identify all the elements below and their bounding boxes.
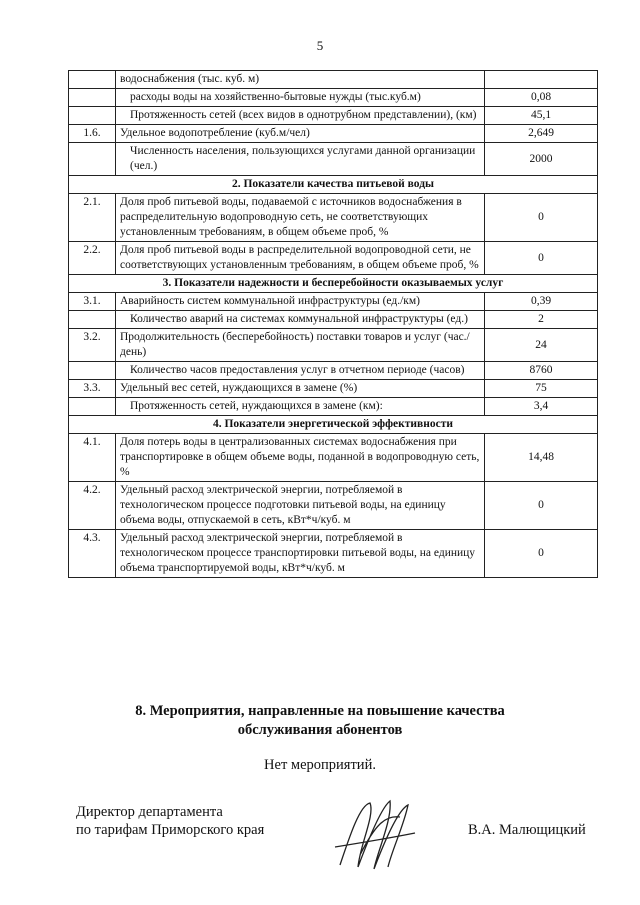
indicator-value: 3,4 [485, 398, 598, 416]
indicator-value: 2 [485, 311, 598, 329]
handwritten-signature [330, 795, 420, 875]
indicator-name: Количество аварий на системах коммунальной инфраструктуры (ед.) [116, 311, 485, 329]
row-number: 3.3. [69, 380, 116, 398]
table-row [69, 107, 598, 125]
signatory-position-line1: Директор департамента [76, 804, 223, 820]
indicator-value: 0 [485, 530, 598, 578]
table-row [69, 89, 598, 107]
section-8-title-line2: обслуживания абонентов [237, 722, 403, 738]
section-header-row [69, 275, 598, 293]
signatory-position-line2: по тарифам Приморского края [76, 822, 265, 838]
indicator-name: Продолжительность (бесперебойность) поставки товаров и услуг (час./день) [116, 329, 485, 362]
indicator-name: расходы воды на хозяйственно-бытовые нужды (тыс.куб.м) [116, 89, 485, 107]
table-row [69, 125, 598, 143]
table-row [69, 293, 598, 311]
table-row [69, 329, 598, 362]
indicator-value: 45,1 [485, 107, 598, 125]
indicator-value: 0 [485, 482, 598, 530]
indicator-value: 0 [485, 242, 598, 275]
row-number: 1.6. [69, 125, 116, 143]
table-row [69, 482, 598, 530]
indicator-value: 75 [485, 380, 598, 398]
table-row [69, 242, 598, 275]
row-number: 4.3. [69, 530, 116, 578]
table-row [69, 311, 598, 329]
row-number: 2.2. [69, 242, 116, 275]
section-8-title [0, 702, 640, 740]
indicator-name: Удельный расход электрической энергии, потребляемой в технологическом процессе подготовки питьевой воды, на единицу объема воды, отпускаемой в сеть, кВт*ч/куб. м [116, 482, 485, 530]
section-8-title-line1: 8. Мероприятия, направленные на повышение качества [135, 703, 505, 719]
row-number: 4.2. [69, 482, 116, 530]
section-title: 4. Показатели энергетической эффективности [69, 416, 598, 434]
indicator-name: Численность населения, пользующихся услугами данной организации (чел.) [116, 143, 485, 176]
row-number [69, 311, 116, 329]
row-number [69, 362, 116, 380]
indicator-value: 14,48 [485, 434, 598, 482]
row-number: 3.2. [69, 329, 116, 362]
indicator-value: 2000 [485, 143, 598, 176]
indicator-value: 0 [485, 194, 598, 242]
indicator-name: Доля проб питьевой воды в распределительной водопроводной сети, не соответствующих установленным требованиям, в общем объеме проб, % [116, 242, 485, 275]
indicator-name: Удельное водопотребление (куб.м/чел) [116, 125, 485, 143]
indicator-name: Удельный вес сетей, нуждающихся в замене (%) [116, 380, 485, 398]
indicator-value: 0,08 [485, 89, 598, 107]
indicator-name: Доля проб питьевой воды, подаваемой с источников водоснабжения в распределительную водопроводную сеть, не соответствующих установленным требованиям, в общем объеме проб, % [116, 194, 485, 242]
indicator-name: Доля потерь воды в централизованных системах водоснабжения при транспортировке в общем объеме воды, поданной в водопроводную сеть, % [116, 434, 485, 482]
table-row [69, 530, 598, 578]
indicator-name: Аварийность систем коммунальной инфраструктуры (ед./км) [116, 293, 485, 311]
indicator-value: 8760 [485, 362, 598, 380]
indicators-table [68, 70, 598, 578]
indicator-name: водоснабжения (тыс. куб. м) [116, 71, 485, 89]
indicator-value: 0,39 [485, 293, 598, 311]
signatory-name: В.А. Малющицкий [468, 822, 586, 838]
section-8-text: Нет мероприятий. [264, 757, 376, 773]
row-number: 3.1. [69, 293, 116, 311]
indicator-name: Количество часов предоставления услуг в отчетном периоде (часов) [116, 362, 485, 380]
row-number [69, 143, 116, 176]
section-header-row [69, 416, 598, 434]
row-number [69, 89, 116, 107]
indicator-value: 24 [485, 329, 598, 362]
signatory-position [76, 803, 264, 839]
page-number: 5 [316, 38, 324, 53]
row-number [69, 107, 116, 125]
table-row [69, 71, 598, 89]
table-row [69, 362, 598, 380]
row-number [69, 398, 116, 416]
row-number: 4.1. [69, 434, 116, 482]
table-row [69, 380, 598, 398]
table-row [69, 434, 598, 482]
indicator-name: Протяженность сетей, нуждающихся в замене (км): [116, 398, 485, 416]
row-number [69, 71, 116, 89]
indicator-name: Удельный расход электрической энергии, потребляемой в технологическом процессе транспортировки питьевой воды, на единицу объема транспортируемой воды, кВт*ч/куб. м [116, 530, 485, 578]
section-title: 2. Показатели качества питьевой воды [69, 176, 598, 194]
table-row [69, 194, 598, 242]
section-title: 3. Показатели надежности и бесперебойности оказываемых услуг [69, 275, 598, 293]
indicator-value [485, 71, 598, 89]
table-row [69, 398, 598, 416]
table-row [69, 143, 598, 176]
indicator-name: Протяженность сетей (всех видов в однотрубном представлении), (км) [116, 107, 485, 125]
section-header-row [69, 176, 598, 194]
row-number: 2.1. [69, 194, 116, 242]
indicator-value: 2,649 [485, 125, 598, 143]
